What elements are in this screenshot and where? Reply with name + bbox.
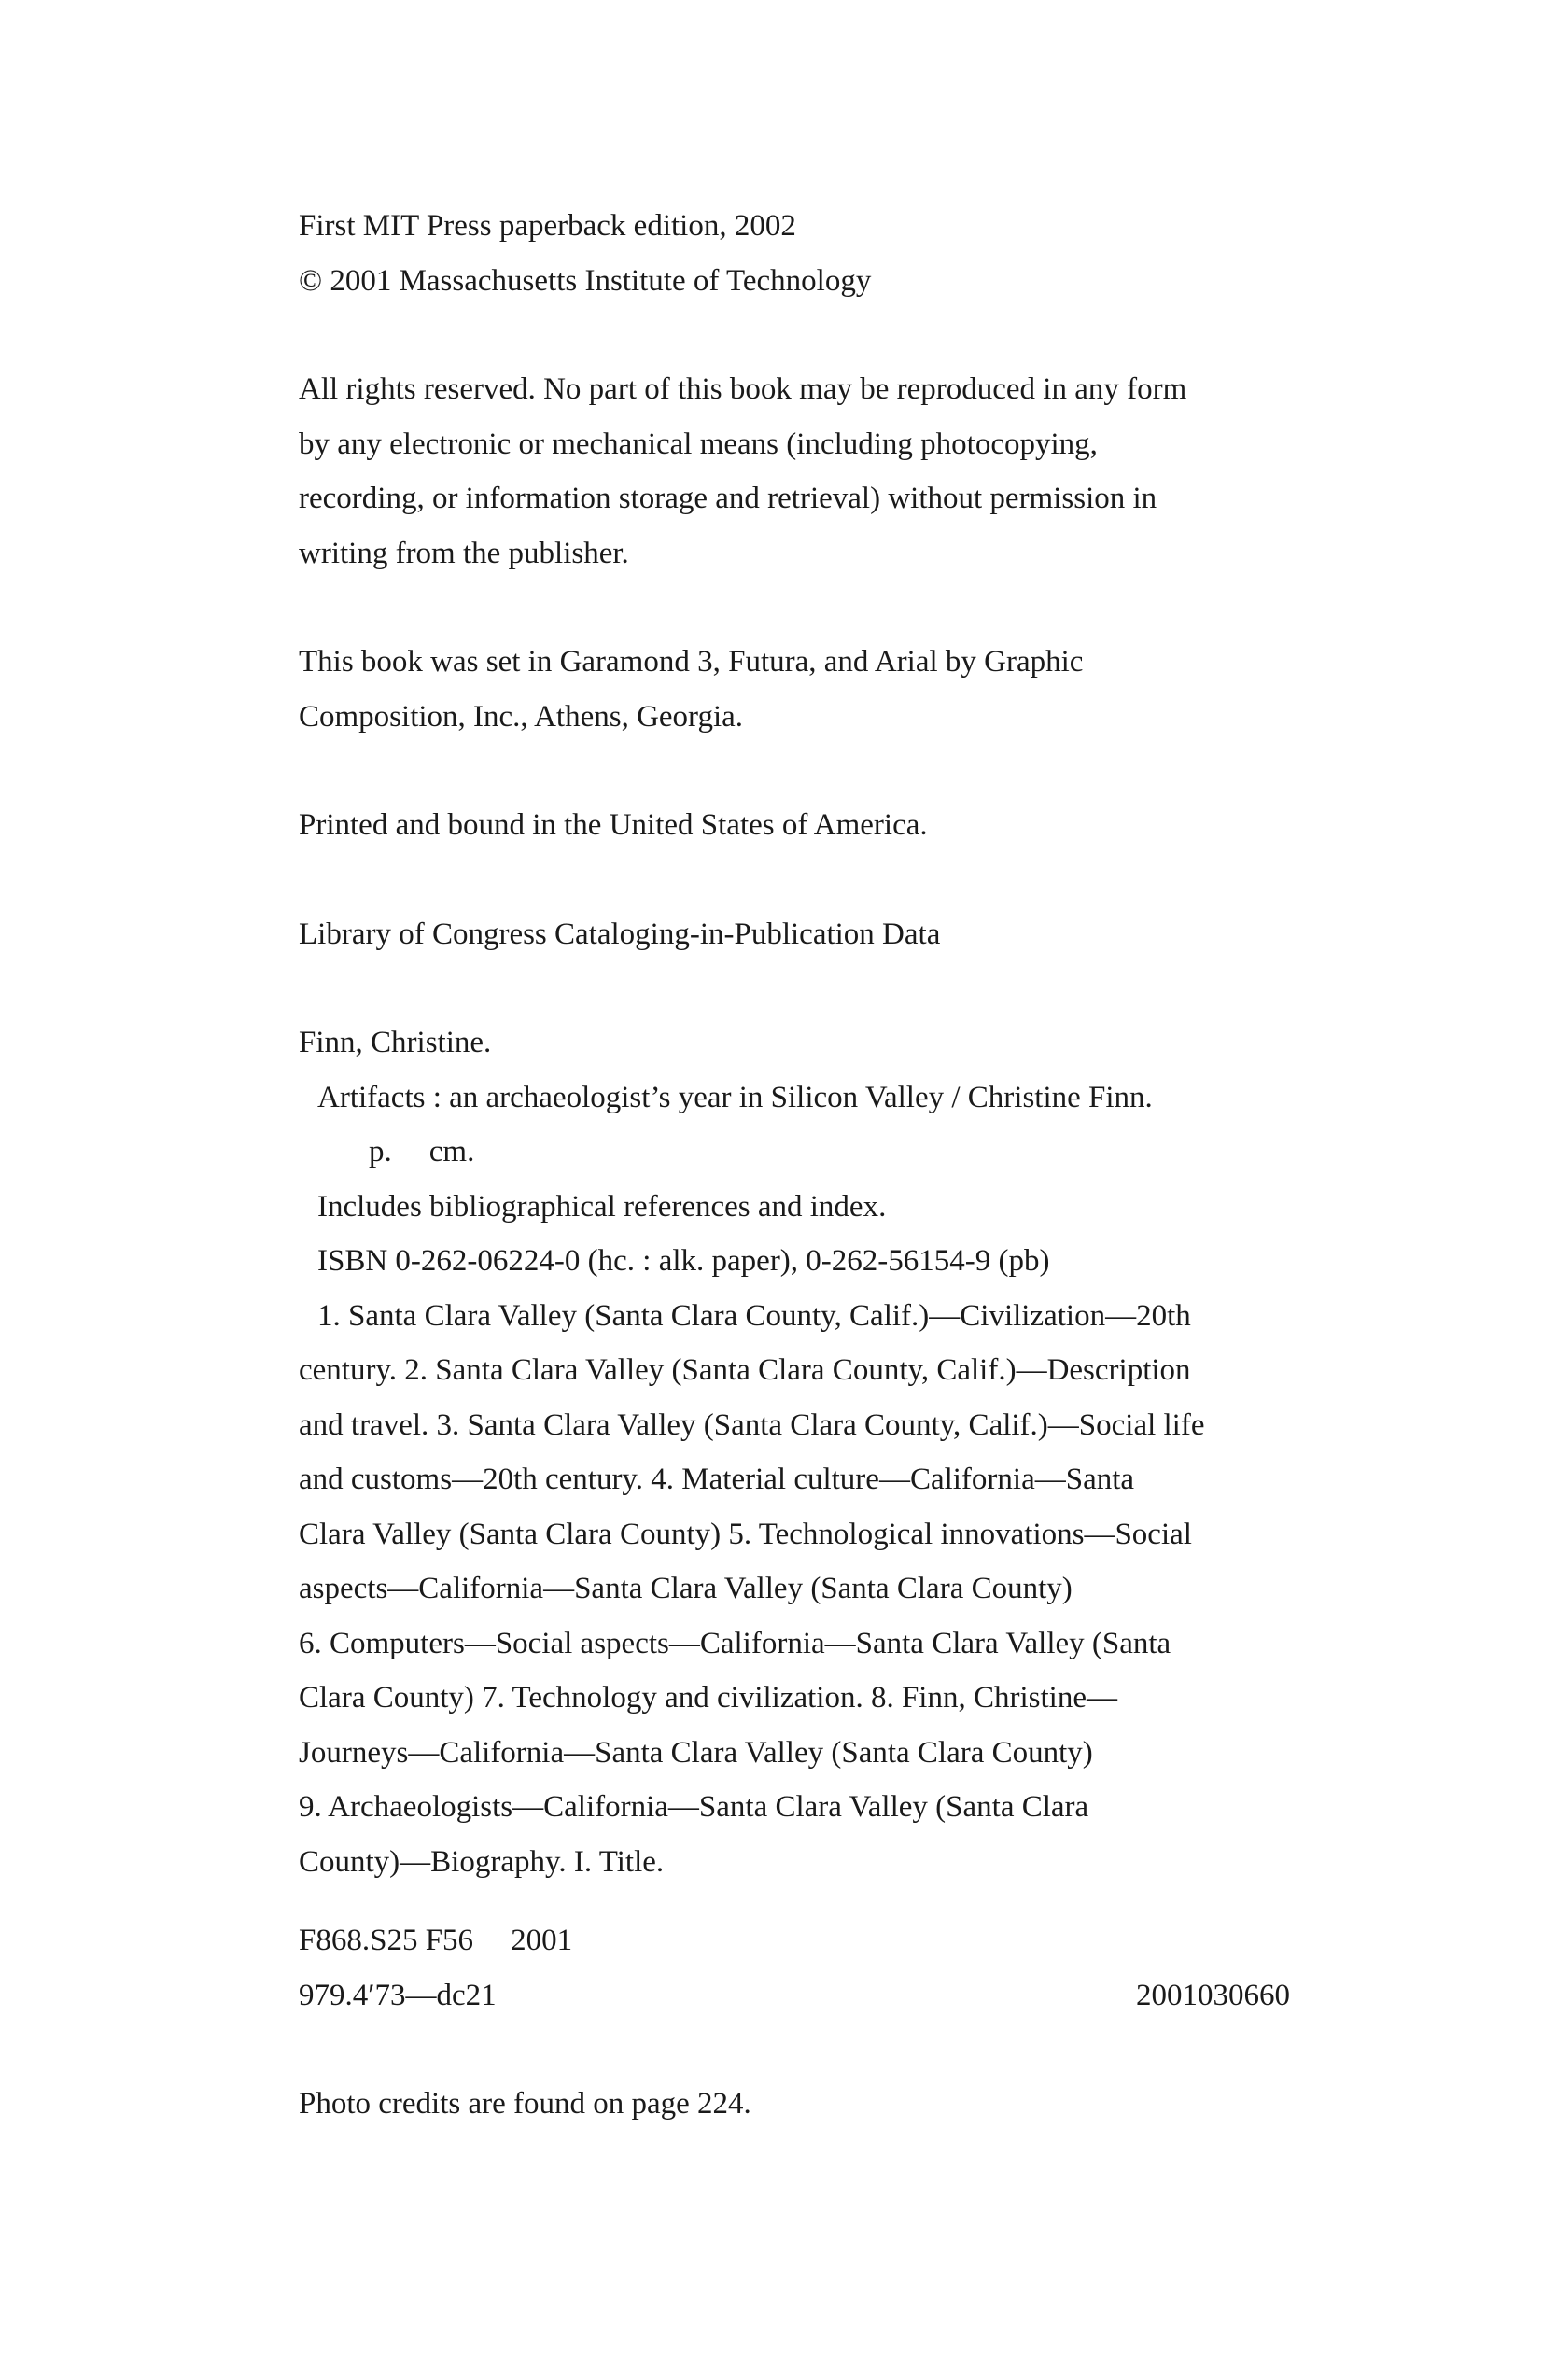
cip-subject-line: century. 2. Santa Clara Valley (Santa Clara County, Calif.)—Description: [299, 1353, 1191, 1387]
cip-subject-line: 1. Santa Clara Valley (Santa Clara County, Calif.)—Civilization—20th: [317, 1298, 1191, 1333]
cip-subject-line: and travel. 3. Santa Clara Valley (Santa Clara County, Calif.)—Social life: [299, 1407, 1205, 1442]
typesetting-block: [299, 635, 1298, 744]
printed-line: Printed and bound in the United States of America.: [299, 808, 928, 842]
cip-subject-line: and customs—20th century. 4. Material culture—California—Santa: [299, 1463, 1135, 1496]
cip-subject-line: Clara Valley (Santa Clara County) 5. Technological innovations—Social: [299, 1517, 1192, 1551]
edition-block: [299, 199, 1298, 308]
lc-class: F868.S25 F56: [299, 1924, 474, 1957]
cip-physical: [299, 1125, 1298, 1180]
photo-credits: Photo credits are found on page 224.: [299, 2087, 751, 2121]
lc-year: 2001: [511, 1924, 573, 1957]
typesetting-line: Composition, Inc., Athens, Georgia.: [299, 699, 744, 734]
edition-line: First MIT Press paperback edition, 2002: [299, 209, 796, 243]
cip-isbn: ISBN 0-262-06224-0 (hc. : alk. paper), 0-262-56154-9 (pb): [317, 1244, 1050, 1278]
printed-block: [299, 798, 1298, 853]
rights-block: [299, 362, 1298, 581]
cip-subject-line: Journeys—California—Santa Clara Valley (Santa Clara County): [299, 1735, 1093, 1770]
copyright-page: [299, 199, 1298, 2132]
rights-line: by any electronic or mechanical means (including photocopying,: [299, 427, 1098, 461]
copyright-line: © 2001 Massachusetts Institute of Technology: [299, 263, 872, 298]
rights-line: recording, or information storage and retrieval) without permission in: [299, 482, 1157, 515]
cip-subject-line: Clara County) 7. Technology and civilization. 8. Finn, Christine—: [299, 1681, 1117, 1715]
dewey-row: [299, 1968, 1290, 2023]
photo-credits-block: [299, 2077, 1298, 2132]
cip-title: Artifacts : an archaeologist’s year in Silicon Valley / Christine Finn.: [317, 1080, 1153, 1114]
lccn-number: 2001030660: [1136, 1978, 1290, 2012]
cip-size: cm.: [428, 1135, 475, 1169]
cip-subject-line: 6. Computers—Social aspects—California—Santa Clara Valley (Santa: [299, 1626, 1171, 1660]
dewey-number: 979.4′73—dc21: [299, 1978, 497, 2012]
cip-subject-line: County)—Biography. I. Title.: [299, 1844, 665, 1879]
cip-heading: Library of Congress Cataloging-in-Publication Data: [299, 917, 941, 951]
cip-subject-line: aspects—California—Santa Clara Valley (Santa Clara County): [299, 1572, 1073, 1605]
cip-heading-block: [299, 907, 1298, 962]
cip-pages: p.: [369, 1135, 392, 1169]
cip-record: [299, 1015, 1298, 2023]
cip-includes: Includes bibliographical references and index.: [317, 1189, 887, 1224]
typesetting-line: This book was set in Garamond 3, Futura, and Arial by Graphic: [299, 645, 1084, 679]
lc-call-number: [299, 1913, 1298, 1968]
cip-subject-line: 9. Archaeologists—California—Santa Clara Valley (Santa Clara: [299, 1790, 1089, 1824]
cip-author: Finn, Christine.: [299, 1026, 492, 1059]
rights-line: writing from the publisher.: [299, 536, 629, 570]
rights-line: All rights reserved. No part of this book may be reproduced in any form: [299, 372, 1187, 406]
